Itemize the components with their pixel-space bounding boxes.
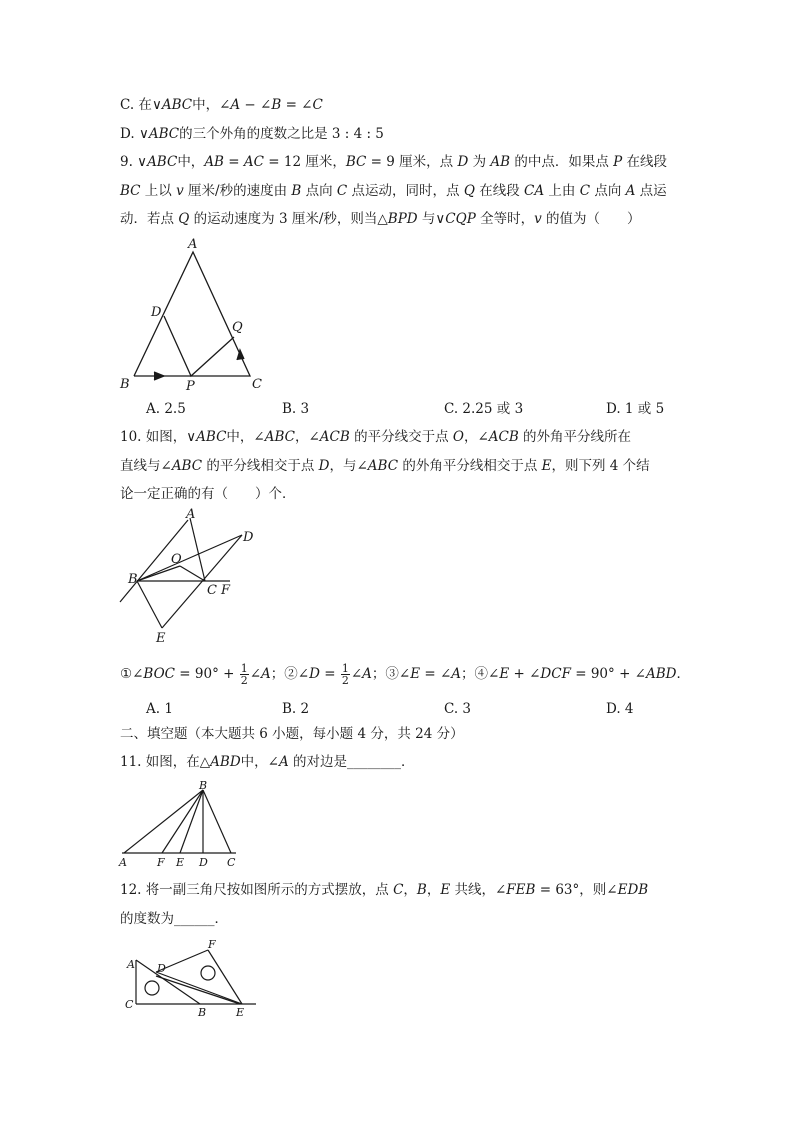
- numerator: 1: [341, 662, 349, 675]
- q9-label-q: Q: [232, 320, 243, 335]
- var: A: [261, 666, 271, 682]
- var: ABC: [171, 458, 203, 474]
- q10-label-a: A: [186, 507, 196, 522]
- var: ABD: [210, 754, 241, 770]
- q12-label-a: A: [127, 958, 135, 971]
- var: A: [362, 666, 372, 682]
- text: 10. 如图，∨: [120, 429, 197, 445]
- var: BOC: [143, 666, 175, 682]
- var: DCF: [540, 666, 571, 682]
- var: FEB: [506, 882, 536, 898]
- var: P: [613, 154, 623, 170]
- text: 的对边是________．: [288, 754, 415, 770]
- text: 厘米/秒的速度由: [183, 183, 292, 199]
- triangle-symbol: ∨: [151, 97, 162, 113]
- text: =: [223, 154, 244, 170]
- q9-label-p: P: [186, 379, 195, 394]
- q12-line-de: [156, 972, 242, 1004]
- var: C: [312, 97, 323, 113]
- q9-option-d[interactable]: D. 1 或 5: [606, 401, 665, 417]
- var: AC: [243, 154, 264, 170]
- text: 12. 将一副三角尺按如图所示的方式摆放，点: [120, 882, 394, 898]
- text: 9. ∨: [120, 154, 148, 170]
- var: ABC: [367, 458, 399, 474]
- var: BPD: [387, 211, 418, 227]
- text: = ∠: [281, 97, 313, 113]
- triangle-name: ABC: [161, 97, 193, 113]
- var: D: [309, 666, 320, 682]
- var: D: [318, 458, 330, 474]
- option-label: C. 在: [120, 97, 152, 113]
- text: 的外角平分线所在: [518, 429, 632, 445]
- text: = 90° +: [175, 666, 239, 682]
- var: CQP: [445, 211, 476, 227]
- text: 中，∠: [192, 97, 231, 113]
- var: B: [271, 97, 282, 113]
- var: C: [336, 183, 348, 199]
- text: ①∠: [120, 666, 144, 682]
- q12-label-b: B: [198, 1006, 207, 1019]
- q12-label-e: E: [236, 1006, 245, 1019]
- var: D: [457, 154, 469, 170]
- text: 的平分线交于点: [349, 429, 453, 445]
- q11-label-a: A: [119, 856, 127, 869]
- var: C: [393, 882, 404, 898]
- text: 点向: [301, 183, 337, 199]
- text: 直线与∠: [120, 458, 172, 474]
- q11-label-c: C: [227, 856, 236, 869]
- text: 的三个外角的度数之比是 3 : 4 : 5: [179, 126, 384, 142]
- q12-hole-right: [201, 966, 215, 980]
- var: BC: [120, 183, 141, 199]
- text: = 63°，则∠: [535, 882, 618, 898]
- var: ABC: [196, 429, 227, 445]
- q10-label-e: E: [156, 631, 166, 646]
- q10-label-d: D: [243, 530, 254, 545]
- text: 共线，∠: [450, 882, 507, 898]
- text: 中，∠: [226, 429, 265, 445]
- text: ，: [403, 882, 417, 898]
- text: 为: [468, 154, 491, 170]
- var: A: [451, 666, 462, 682]
- text: ．: [676, 666, 690, 682]
- var: EDB: [617, 882, 649, 898]
- text: 动．若点: [120, 211, 179, 227]
- text: 的运动速度为 3 厘米/秒，则当△: [189, 211, 388, 227]
- text: ；④∠: [461, 666, 500, 682]
- var: ABC: [264, 429, 295, 445]
- text: 全等时，: [475, 211, 535, 227]
- q9-option-c[interactable]: C. 2.25 或 3: [444, 401, 524, 417]
- var: ABD: [645, 666, 677, 682]
- var: v: [176, 183, 184, 199]
- text: 上以: [140, 183, 177, 199]
- q11-label-d: D: [199, 856, 208, 869]
- text: 的中点．如果点: [510, 154, 614, 170]
- q10-label-b: B: [128, 572, 138, 587]
- text: 的外角平分线相交于点: [398, 458, 542, 474]
- var: E: [410, 666, 421, 682]
- var: C: [579, 183, 591, 199]
- text: 与∨: [417, 211, 446, 227]
- text: = 12 厘米，: [263, 154, 346, 170]
- q9-label-a: A: [188, 237, 198, 252]
- text: ，∠: [463, 429, 489, 445]
- q11-label-e: E: [176, 856, 185, 869]
- var: A: [230, 97, 241, 113]
- text: = 9 厘米，点: [366, 154, 458, 170]
- q10-line-3: 论一定正确的有（ ）个．: [120, 486, 296, 502]
- var: v: [534, 211, 542, 227]
- q10-option-a[interactable]: A. 1: [146, 701, 173, 717]
- q10-option-c[interactable]: C. 3: [444, 701, 472, 717]
- text: = ∠: [420, 666, 452, 682]
- var: Q: [463, 183, 475, 199]
- q10-label-o: O: [171, 552, 182, 567]
- q10-label-c: C: [207, 583, 217, 598]
- q9-option-b[interactable]: B. 3: [282, 401, 310, 417]
- numerator: 1: [240, 662, 248, 675]
- triangle-name: ABC: [148, 126, 180, 142]
- var: B: [291, 183, 302, 199]
- triangle-symbol: ∨: [138, 126, 149, 142]
- text: 11. 如图，在△: [120, 754, 211, 770]
- q9-label-b: B: [120, 377, 130, 392]
- section-heading: 二、填空题（本大题共 6 小题，每小题 4 分，共 24 分）: [120, 726, 464, 742]
- text: 点向: [590, 183, 626, 199]
- text: 在线段: [622, 154, 668, 170]
- text: 中，: [177, 154, 205, 170]
- q12-hole-left: [145, 981, 159, 995]
- q9-label-d: D: [151, 305, 162, 320]
- var: ACB: [319, 429, 350, 445]
- var: A: [625, 183, 636, 199]
- denominator: 2: [341, 674, 349, 687]
- option-label: D.: [120, 126, 139, 142]
- var: BC: [345, 154, 367, 170]
- var: O: [452, 429, 464, 445]
- q11-label-b: B: [199, 779, 208, 792]
- text: 点运动，同时，点: [347, 183, 464, 199]
- text: 上由: [544, 183, 580, 199]
- var: ACB: [488, 429, 519, 445]
- q12-line-2: 的度数为______．: [120, 911, 228, 927]
- q10-label-f: F: [221, 583, 231, 598]
- text: = 90° + ∠: [570, 666, 646, 682]
- q10-option-b[interactable]: B. 2: [282, 701, 310, 717]
- text: 在线段: [474, 183, 525, 199]
- var: E: [499, 666, 510, 682]
- text: ，∠: [294, 429, 320, 445]
- var: AB: [204, 154, 224, 170]
- q12-label-c: C: [125, 998, 134, 1011]
- text: ；③∠: [371, 666, 411, 682]
- text: ∠: [249, 666, 262, 682]
- q9-option-a[interactable]: A. 2.5: [146, 401, 186, 417]
- text: ，则下列 4 个结: [551, 458, 650, 474]
- q9-label-c: C: [252, 377, 262, 392]
- q11-label-f: F: [157, 856, 165, 869]
- q12-label-f: F: [208, 938, 216, 951]
- text: 的值为（ ）: [541, 211, 641, 227]
- denominator: 2: [240, 674, 248, 687]
- var: CA: [524, 183, 545, 199]
- var: E: [541, 458, 552, 474]
- var: Q: [178, 211, 190, 227]
- var: E: [440, 882, 451, 898]
- text: − ∠: [240, 97, 272, 113]
- q12-label-d: D: [157, 962, 166, 975]
- var: AB: [490, 154, 511, 170]
- var: B: [416, 882, 427, 898]
- var: ABC: [147, 154, 178, 170]
- text: 中，∠: [240, 754, 279, 770]
- text: + ∠: [509, 666, 541, 682]
- text: ∠: [350, 666, 363, 682]
- q10-option-d[interactable]: D. 4: [606, 701, 634, 717]
- text: ，与∠: [329, 458, 368, 474]
- text: 点运: [635, 183, 667, 199]
- text: ，: [426, 882, 441, 898]
- text: 的平分线相交于点: [202, 458, 319, 474]
- text: =: [319, 666, 340, 682]
- text: ；②∠: [270, 666, 310, 682]
- var: A: [278, 754, 289, 770]
